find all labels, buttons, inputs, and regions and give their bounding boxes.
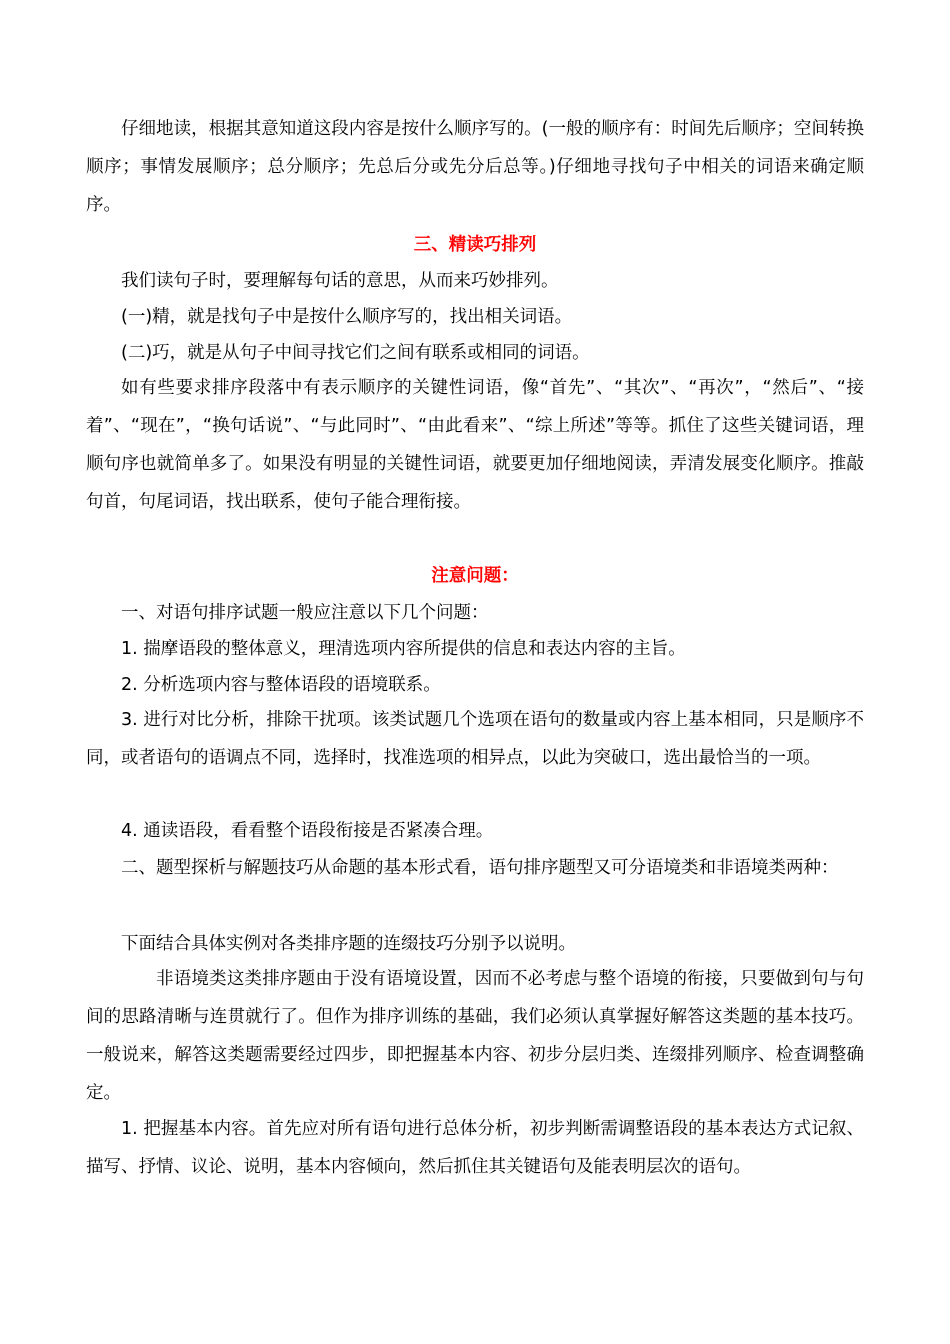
notes-paragraph-1: 一、对语句排序试题一般应注意以下几个问题： bbox=[121, 603, 489, 623]
notes-heading: 注意问题： bbox=[431, 566, 519, 586]
section-3-paragraph-4: 如有些要求排序段落中有表示顺序的关键性词语，像“首先”、“其次”、“再次”，“然后”、“接着”、“现在”，“换句话说”、“与此同时”、“由此看来”、“综上所述”等等。抓住了这些关键词语，理顺句序也就简单多了。如果没有明显的关键性词语，就要更加仔细地阅读，弄清发展变化顺序。推敲句首，句尾词语，找出联系，使句子能合理衔接。 bbox=[86, 378, 864, 512]
notes-item-4: 4. 通读语段，看看整个语段衔接是否紧凑合理。 bbox=[121, 821, 494, 841]
notes-item-1: 1. 揣摩语段的整体意义，理清选项内容所提供的信息和表达内容的主旨。 bbox=[121, 639, 686, 659]
notes-item-2: 2. 分析选项内容与整体语段的语境联系。 bbox=[121, 675, 441, 695]
notes-item-3: 3. 进行对比分析，排除干扰项。该类试题几个选项在语句的数量或内容上基本相同，只是顺序不同，或者语句的语调点不同，选择时，找准选项的相异点，以此为突破口，选出最恰当的一项。 bbox=[86, 710, 864, 768]
notes-paragraph-4: 非语境类这类排序题由于没有语境设置，因而不必考虑与整个语境的衔接，只要做到句与句间的思路清晰与连贯就行了。但作为排序训练的基础，我们必须认真掌握好解答这类题的基本技巧。一般说来，解答这类题需要经过四步，即把握基本内容、初步分层归类、连缀排列顺序、检查调整确定。 bbox=[86, 969, 864, 1103]
notes-paragraph-3: 下面结合具体实例对各类排序题的连缀技巧分别予以说明。 bbox=[121, 934, 576, 954]
section-3-heading: 三、精读巧排列 bbox=[413, 235, 537, 255]
section-3-paragraph-3: (二)巧，就是从句子中间寻找它们之间有联系或相同的词语。 bbox=[121, 343, 590, 363]
section-3-paragraph-2: (一)精，就是找句子中是按什么顺序写的，找出相关词语。 bbox=[121, 307, 573, 327]
intro-paragraph: 仔细地读，根据其意知道这段内容是按什么顺序写的。(一般的顺序有：时间先后顺序；空间转换顺序；事情发展顺序；总分顺序；先总后分或先分后总等。)仔细地寻找句子中相关的词语来确定顺序。 bbox=[86, 119, 864, 215]
notes-paragraph-5: 1. 把握基本内容。首先应对所有语句进行总体分析，初步判断需调整语段的基本表达方式记叙、描写、抒情、议论、说明，基本内容倾向，然后抓住其关键语句及能表明层次的语句。 bbox=[86, 1119, 864, 1177]
notes-paragraph-2: 二、题型探析与解题技巧从命题的基本形式看，语句排序题型又可分语境类和非语境类两种： bbox=[121, 858, 839, 878]
section-3-paragraph-1: 我们读句子时，要理解每句话的意思，从而来巧妙排列。 bbox=[121, 271, 559, 291]
